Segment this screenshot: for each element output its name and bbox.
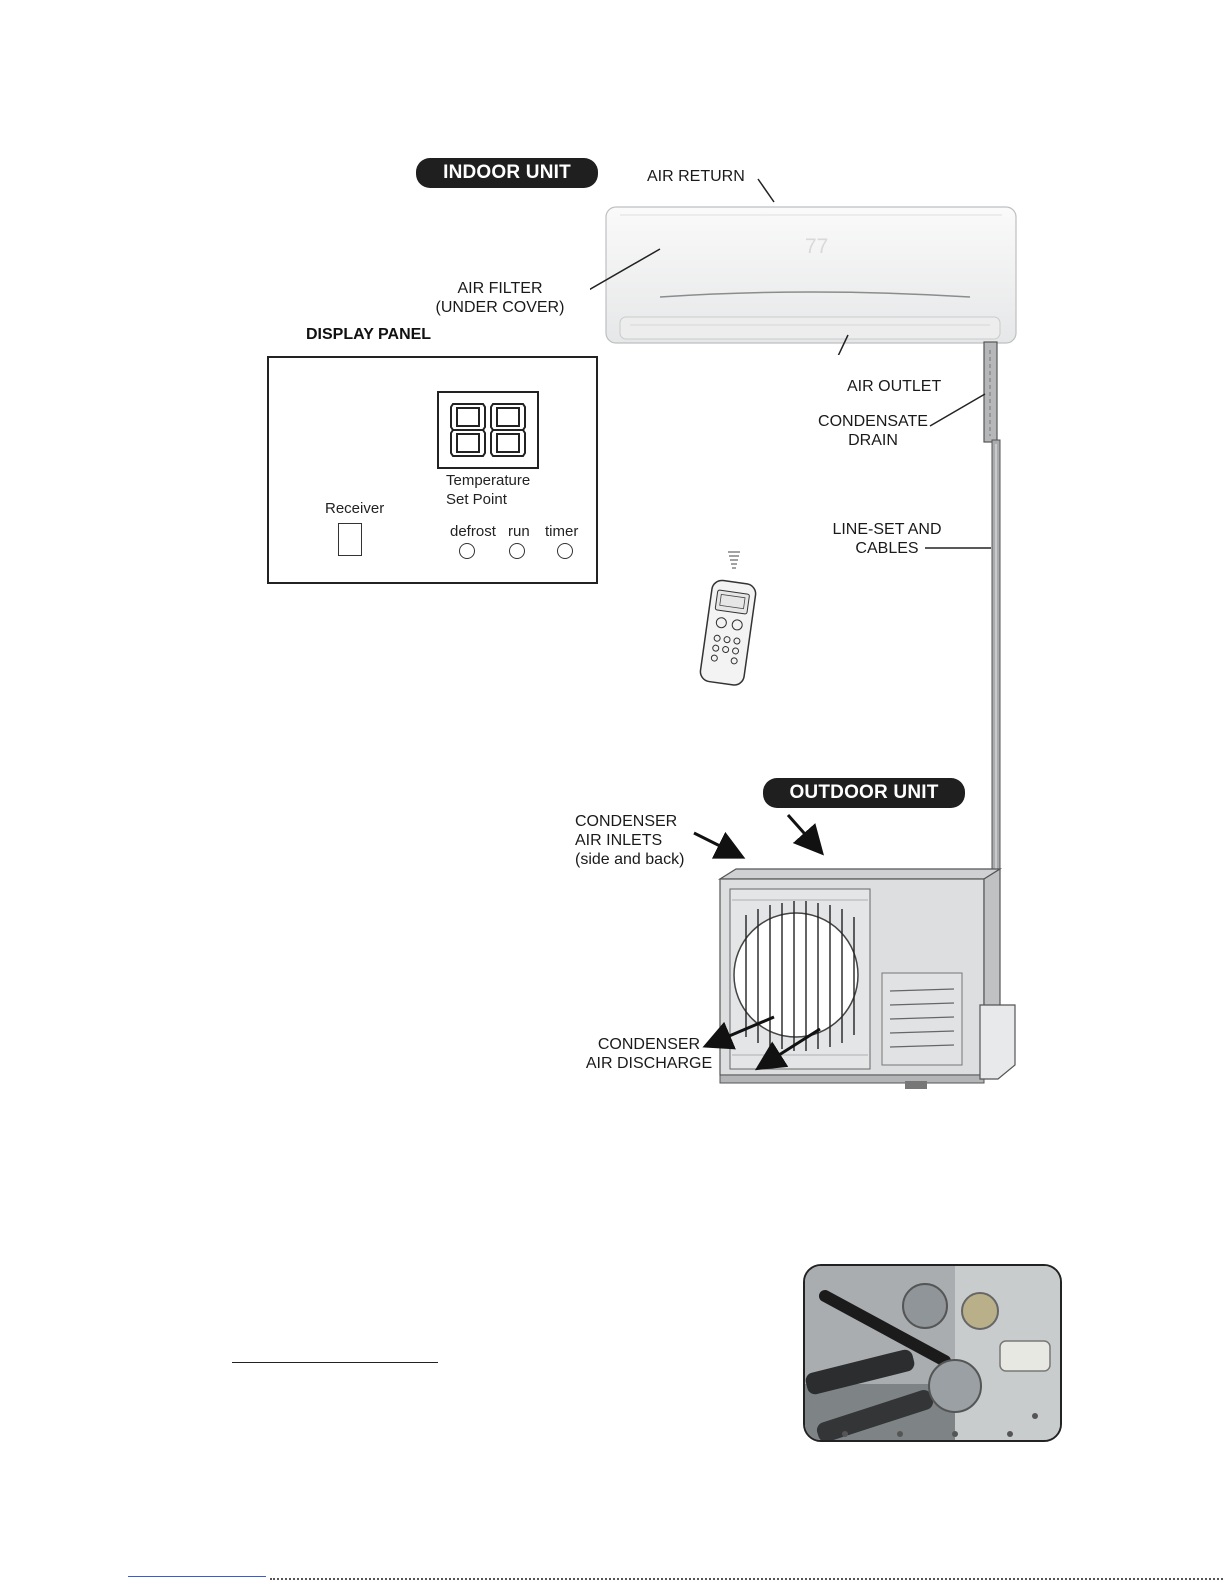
indicator-run-label: run (508, 523, 530, 540)
service-valve-photo (803, 1264, 1062, 1442)
run-led (509, 543, 525, 559)
display-panel-title: DISPLAY PANEL (306, 326, 432, 343)
receiver-label: Receiver (325, 500, 385, 517)
defrost-led (459, 543, 475, 559)
top-inlet-arrow (788, 815, 820, 851)
lineset-line1: LINE-SET AND (832, 521, 942, 538)
indicator-timer-label: timer (545, 523, 579, 540)
discharge-line2: AIR DISCHARGE (585, 1055, 713, 1072)
condensate-leader (930, 394, 985, 426)
discharge-line1: CONDENSER (597, 1036, 701, 1053)
timer-led (557, 543, 573, 559)
condenser-discharge-label (575, 1035, 723, 1073)
indoor-unit-drawing (590, 165, 1020, 355)
service-valve-illustration (805, 1266, 1062, 1442)
inlets-line1: CONDENSER (575, 813, 678, 830)
receiver-window (338, 523, 362, 556)
condensate-line1: CONDENSATE (818, 413, 928, 430)
outdoor-top-face (720, 869, 1000, 879)
air-return-leader (758, 179, 774, 202)
temperature-setpoint-label (446, 471, 530, 509)
air-filter-label (430, 279, 570, 317)
side-inlet-arrow (694, 833, 740, 856)
air-outlet-louver (620, 317, 1000, 339)
temp-line1: Temperature (446, 472, 531, 489)
air-outlet-label: AIR OUTLET (847, 378, 942, 395)
display-panel (267, 356, 598, 584)
condensate-line2: DRAIN (848, 432, 898, 449)
air-filter-line2: (UNDER COVER) (435, 299, 565, 316)
condensate-drain-label (808, 412, 938, 450)
inlets-line3: (side and back) (575, 851, 685, 868)
valve-cover (980, 1005, 1015, 1079)
blank-underline (232, 1362, 438, 1363)
footer-dotted-rule (270, 1578, 1225, 1580)
indoor-unit-logo: 77 (805, 235, 829, 258)
air-return-label: AIR RETURN (647, 168, 745, 185)
lineset-label (820, 520, 954, 558)
inlets-line2: AIR INLETS (575, 832, 663, 849)
fan-opening (734, 913, 858, 1037)
remote-control (690, 548, 770, 688)
indoor-unit-title: INDOOR UNIT (416, 158, 598, 188)
air-filter-line1: AIR FILTER (457, 280, 543, 297)
seven-segment-digits (449, 402, 529, 458)
outdoor-unit-title: OUTDOOR UNIT (763, 778, 965, 808)
indicator-defrost-label: defrost (450, 523, 496, 540)
temp-line2: Set Point (446, 491, 507, 508)
footnote-link[interactable] (128, 1576, 266, 1577)
lineset-line2: CABLES (855, 540, 919, 557)
